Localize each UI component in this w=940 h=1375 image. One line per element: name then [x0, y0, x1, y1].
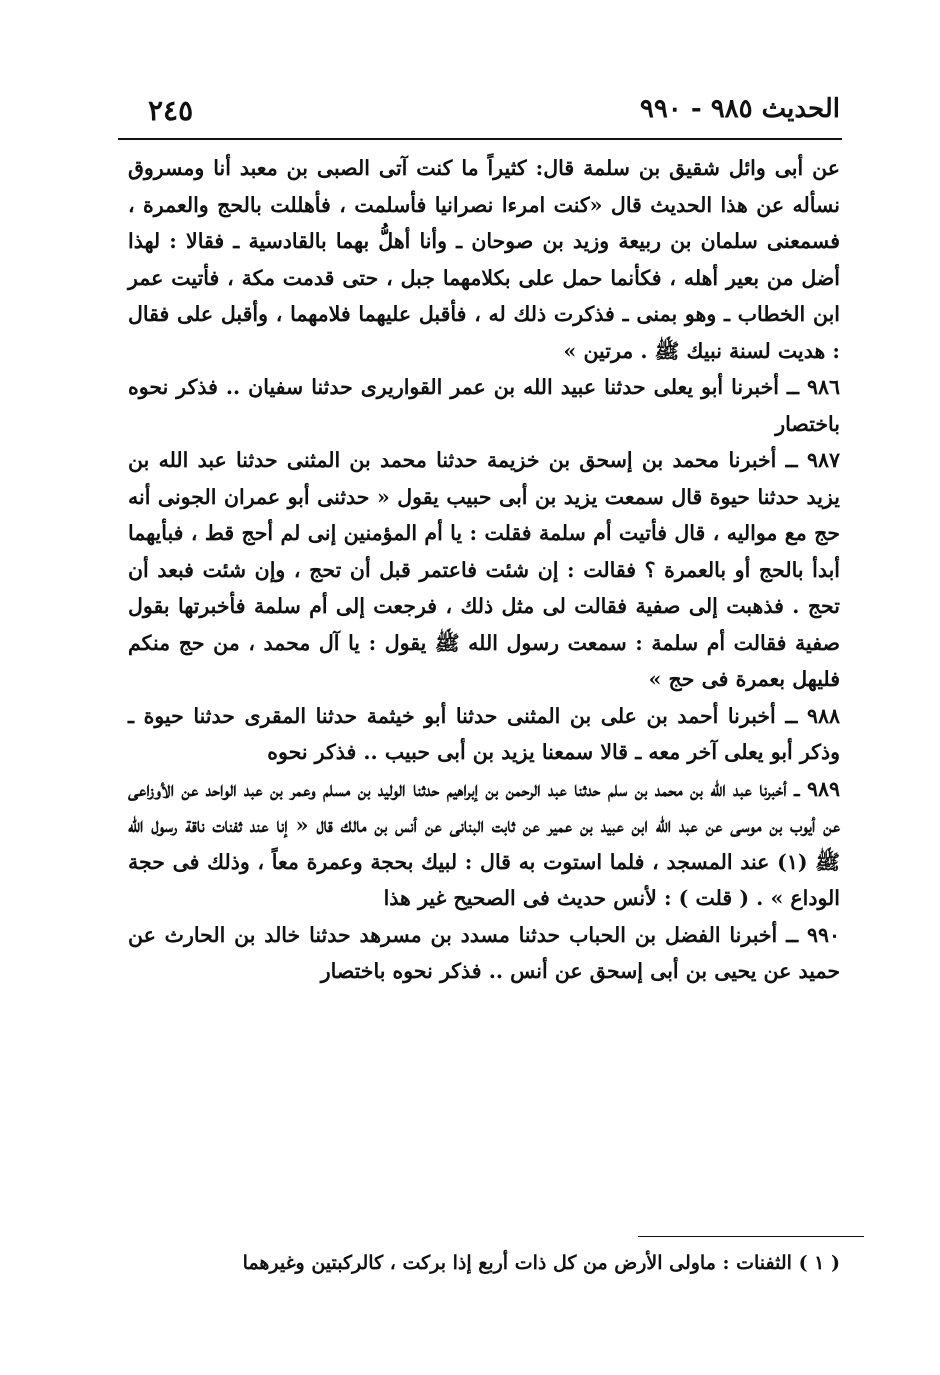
- header-divider: [118, 138, 842, 140]
- hadith-paragraph-989: ٩٨٩ ــ أخبرنا عبد الله بن محمد بن سلم حدثنا عبد الرحمن بن إبراهيم حدثنا الوليد بن مسلم وعمر بن عبد الواحد عن الأوزاعى عن أيوب بن موسى عن عبد الله ابن عبيد بن عمير عن ثابت البنانى عن أنس بن مالك قال « إنا عند ثفنات ناقة رسول الله ﷺ (١) عند المسجد ، فلما استوت به قال : لبيك بحجة وعمرة معاً ، وذلك فى حجة الوداع » . ( قلت ) : لأنس حديث فى الصحيح غير هذا: [128, 776, 840, 910]
- main-text: [128, 150, 840, 990]
- running-title: الحديث ٩٨٥ - ٩٩٠: [639, 94, 840, 124]
- footnote: ( ١ ) الثفنات : ماولى الأرض من كل ذات أربع إذا بركت ، كالركبتين وغيرهما: [242, 1252, 840, 1274]
- hadith-paragraph-985: عن أبى وائل شقيق بن سلمة قال: كثيراً ما كنت آتى الصبى بن معبد أنا ومسروق نسأله عن هذا الحديث قال «كنت امرءا نصرانيا فأسلمت ، فأهللت بالحج والعمرة ، فسمعنى سلمان بن ربيعة وزيد بن صوحان ـ وأنا أهلُّ بهما بالقادسية ـ فقالا : لهذا أضل من بعير أهله ، فكأنما حمل على بكلامهما جبل ، حتى قدمت مكة ، فأتيت عمر ابن الخطاب ـ وهو بمنى ـ فذكرت ذلك له ، فأقبل عليهما فلامهما ، وأقبل على فقال : هديت لسنة نبيك ﷺ . مرتين »: [128, 156, 840, 363]
- footnote-divider: [638, 1236, 864, 1237]
- hadith-paragraph-987: ٩٨٧ ــ أخبرنا محمد بن إسحق بن خزيمة حدثنا محمد بن المثنى حدثنا عبد الله بن يزيد حدثنا حيوة قال سمعت يزيد بن أبى حبيب يقول « حدثنى أبو عمران الجونى أنه حج مع مواليه ، قال فأتيت أم سلمة فقلت : يا أم المؤمنين إنى لم أحج قط ، فبأيهما أبدأ بالحج أو بالعمرة ؟ فقالت : إن شئت فاعتمر قبل أن تحج ، وإن شئت فبعد أن تحج . فذهبت إلى صفية فقالت لى مثل ذلك ، فرجعت إلى أم سلمة فأخبرتها بقول صفية فقالت أم سلمة : سمعت رسول الله ﷺ يقول : يا آل محمد ، من حج منكم فليهل بعمرة فى حج »: [128, 448, 840, 691]
- hadith-paragraph-986: ٩٨٦ ــ أخبرنا أبو يعلى حدثنا عبيد الله بن عمر القواريرى حدثنا سفيان .. فذكر نحوه باختصار: [128, 375, 840, 436]
- hadith-paragraph-990: ٩٩٠ ــ أخبرنا الفضل بن الحباب حدثنا مسدد بن مسرهد حدثنا خالد بن الحارث عن حميد عن يحيى بن أبى إسحق عن أنس .. فذكر نحوه باختصار: [128, 922, 840, 983]
- hadith-paragraph-988: ٩٨٨ ــ أخبرنا أحمد بن على بن المثنى حدثنا أبو خيثمة حدثنا المقرى حدثنا حيوة ـ وذكر أبو يعلى آخر معه ـ قالا سمعنا يزيد بن أبى حبيب .. فذكر نحوه: [128, 703, 840, 764]
- page-header: [118, 88, 840, 132]
- page-number: ٢٤٥: [148, 94, 194, 127]
